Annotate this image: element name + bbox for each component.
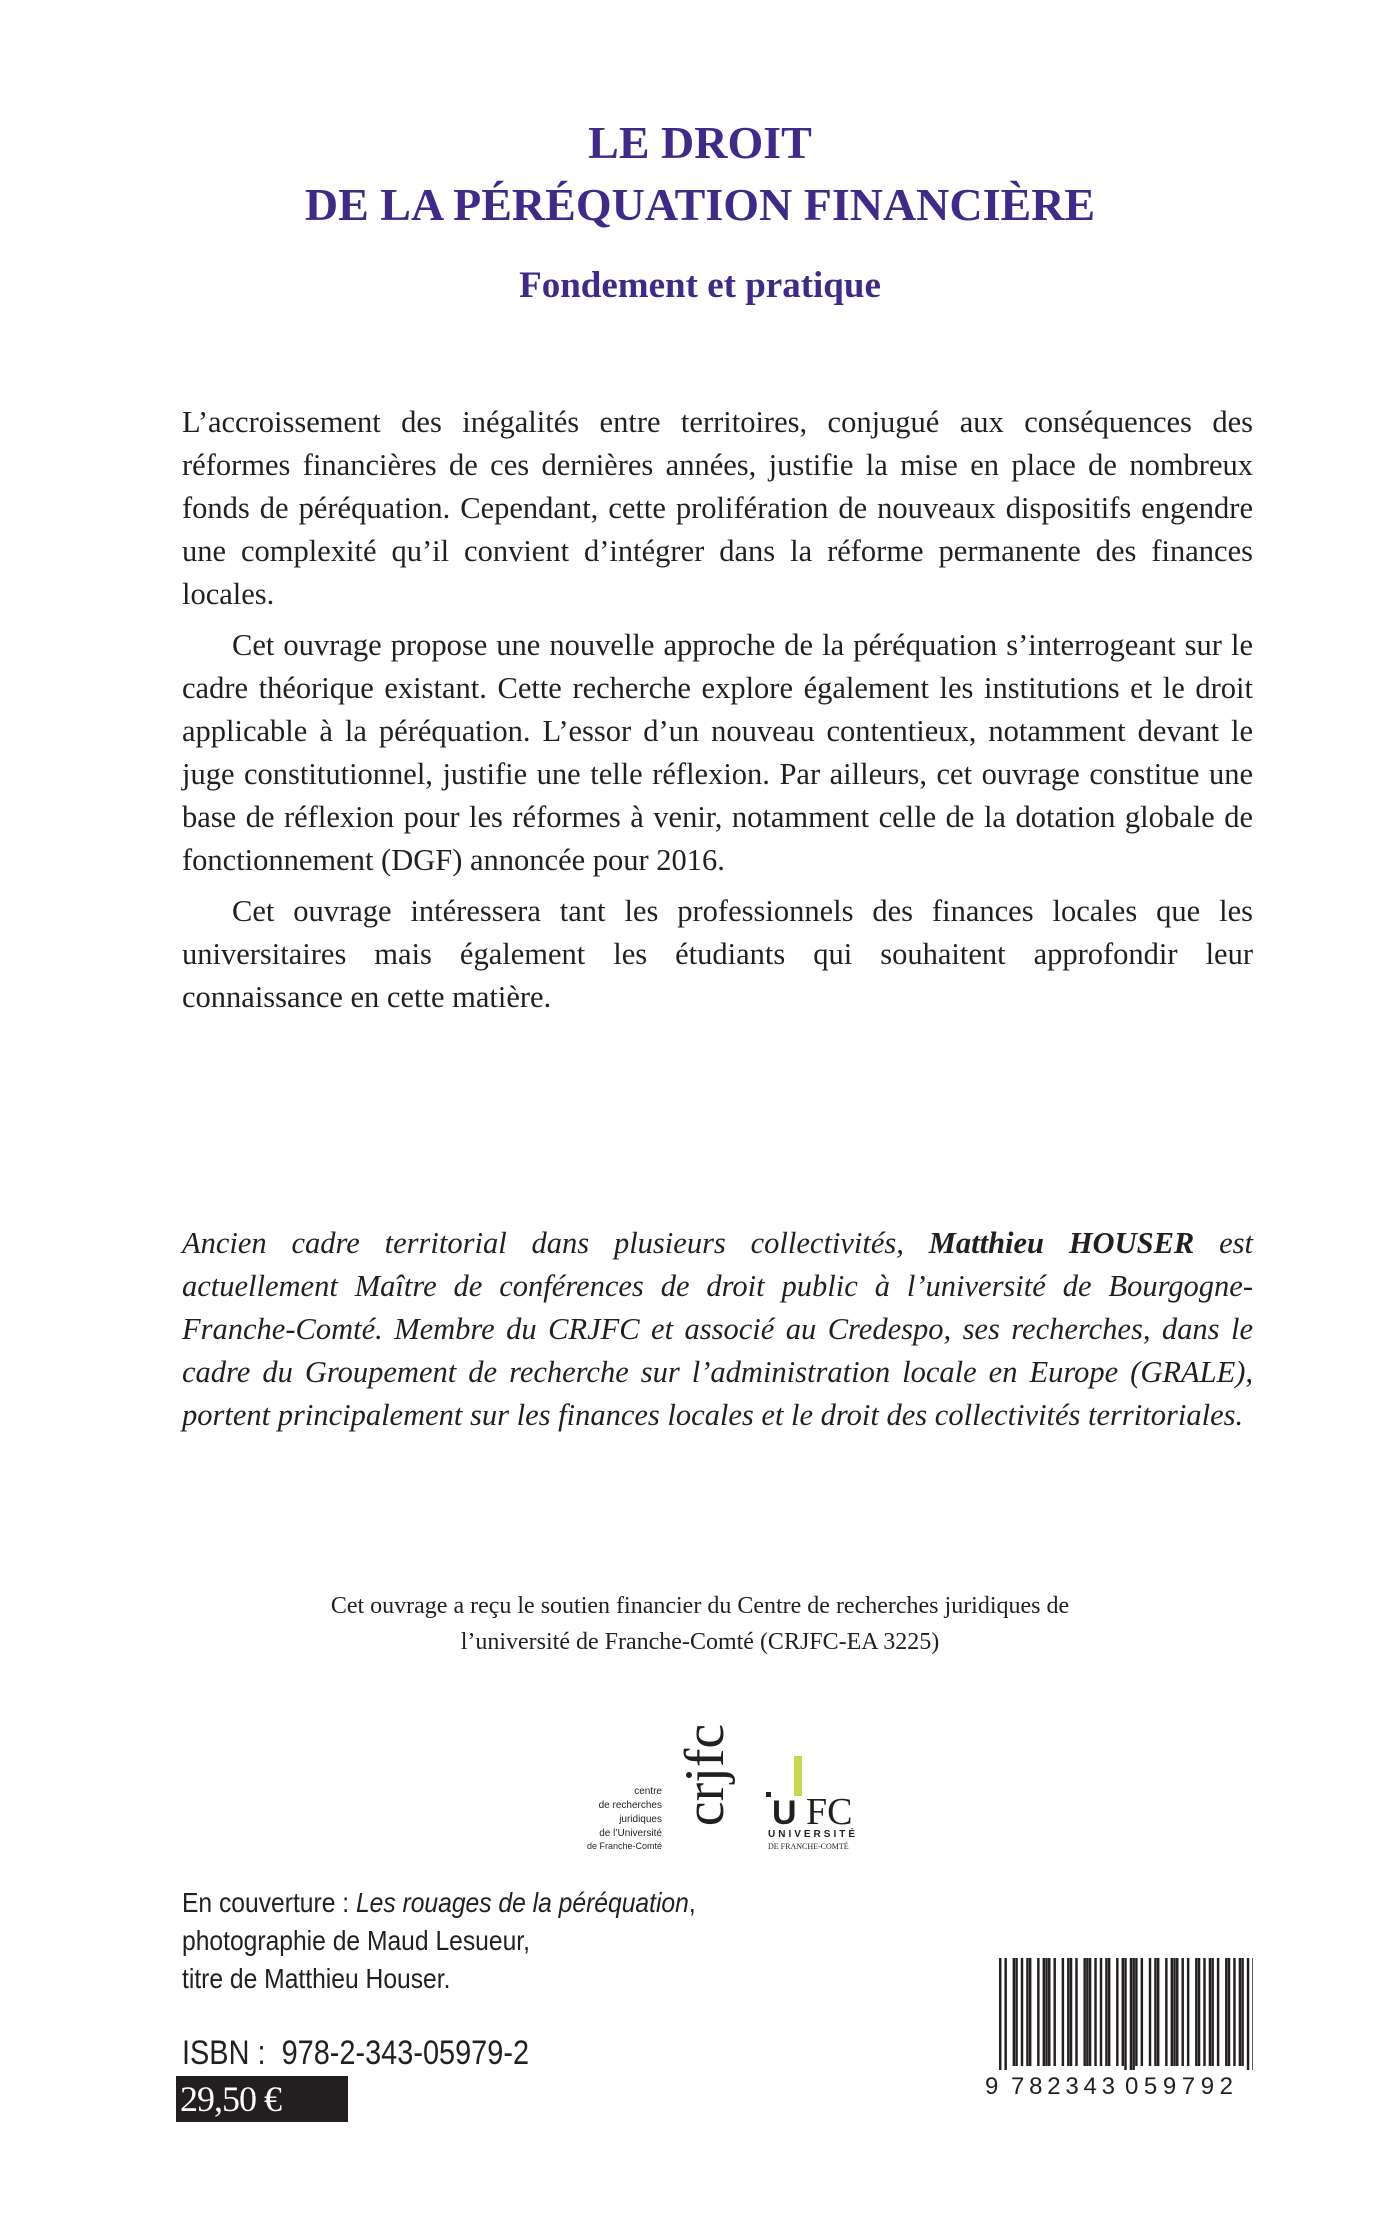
barcode-bar xyxy=(1045,1958,1047,2066)
book-title xyxy=(0,112,1400,236)
barcode-bar xyxy=(1021,1958,1023,2066)
barcode-bar xyxy=(1154,1958,1156,2066)
barcode-bar xyxy=(1135,1958,1137,2066)
barcode-bar xyxy=(1108,1958,1110,2066)
barcode-bar xyxy=(1233,1958,1235,2066)
barcode-bar xyxy=(1037,1958,1039,2066)
barcode-bar xyxy=(1026,1958,1028,2066)
barcode-bar xyxy=(1247,1958,1249,2070)
ufc-dot xyxy=(766,1792,771,1797)
barcode-bar xyxy=(1157,1958,1159,2066)
barcode-bar xyxy=(1165,1958,1167,2066)
bio-text: Ancien cadre territorial dans plusieurs collectivités, xyxy=(182,1226,929,1260)
ufc-logo xyxy=(760,1752,890,1852)
title-line-1: LE DROIT xyxy=(588,117,812,168)
barcode-bar xyxy=(1181,1958,1183,2066)
barcode-bar xyxy=(1211,1958,1213,2066)
barcode-bar xyxy=(1015,1958,1017,2066)
funding-line: Cet ouvrage a reçu le soutien financier du Centre de recherches juridiques de xyxy=(330,1593,1070,1619)
barcode-bar xyxy=(1252,1958,1253,2070)
barcode-bar xyxy=(1075,1958,1077,2066)
barcode-bar xyxy=(1122,1958,1124,2066)
barcode-bar xyxy=(1043,1958,1045,2066)
barcode-bar xyxy=(1070,1958,1072,2066)
credits-text: , xyxy=(688,1887,696,1918)
barcode-bar xyxy=(1053,1958,1055,2066)
crjfc-mark: crjfc xyxy=(674,1723,736,1827)
barcode-bar xyxy=(1067,1958,1069,2066)
ufc-line: DE FRANCHE-COMTÉ xyxy=(768,1842,849,1851)
barcode-bar xyxy=(1100,1958,1102,2066)
barcode-bar xyxy=(999,1958,1001,2070)
barcode-digits-right: 059792 xyxy=(1125,2073,1233,2098)
barcode-bar xyxy=(1228,1958,1230,2066)
price-tag: 29,50 € xyxy=(176,2076,348,2122)
author-name: Matthieu HOUSER xyxy=(928,1226,1195,1260)
barcode-bar xyxy=(1195,1958,1197,2066)
barcode-bar xyxy=(1105,1958,1107,2066)
barcode-bar xyxy=(1089,1958,1091,2066)
funding-note xyxy=(0,1588,1400,1660)
ufc-mark-u: U xyxy=(772,1794,797,1832)
barcode-bar xyxy=(1173,1958,1175,2066)
barcode-bar xyxy=(1048,1958,1050,2066)
ufc-accent-bar xyxy=(794,1756,802,1796)
crjfc-line: de Franche-Comté xyxy=(586,1841,662,1850)
summary-text xyxy=(182,401,1253,1027)
crjfc-line: de recherches xyxy=(598,1800,662,1811)
barcode-bar xyxy=(1094,1958,1096,2066)
barcode-bar xyxy=(1083,1958,1085,2066)
author-bio xyxy=(182,1222,1253,1437)
barcode-digit: 9 xyxy=(985,2073,999,2098)
credits-text: En couverture : xyxy=(182,1887,356,1918)
barcode-digits-left: 782343 xyxy=(1011,2073,1115,2098)
barcode-bar xyxy=(1198,1958,1200,2066)
bio-text: est actuellement Maître de conférences de droit public à l’université de Bourgogne-Franche-Comté. Membre du CRJFC et associé au Credespo, ses recherches, dans le cadre du Groupement de recherche sur l’administration locale en Europe (GRALE), portent principalement sur les finances locales et le droit des collectivités territoriales. xyxy=(182,1226,1253,1432)
summary-paragraph: Cet ouvrage intéressera tant les professionnels des finances locales que les universitaires mais également les étudiants qui souhaitent approfondir leur connaissance en cette matière. xyxy=(182,894,1253,1014)
summary-paragraph: Cet ouvrage propose une nouvelle approche de la péréquation s’interrogeant sur le cadre théorique existant. Cette recherche explore également les institutions et le droit applicable à la péréquation. L’essor d’un nouveau contentieux, notamment devant le juge constitutionnel, justifie une telle réflexion. Par ailleurs, cet ouvrage constitue une base de réflexion pour les réformes à venir, notamment celle de la dotation globale de fonctionnement (DGF) annoncée pour 2016. xyxy=(182,628,1253,877)
barcode-bar xyxy=(1141,1958,1143,2066)
barcode-bar xyxy=(1209,1958,1211,2066)
barcode xyxy=(985,1958,1253,2098)
barcode-bar xyxy=(1132,1958,1134,2070)
cover-work-title: Les rouages de la péréquation xyxy=(355,1887,689,1918)
barcode-bar xyxy=(1225,1958,1227,2066)
crjfc-line: centre xyxy=(634,1786,662,1797)
barcode-bar xyxy=(1241,1958,1243,2066)
title-line-2: DE LA PÉRÉQUATION FINANCIÈRE xyxy=(304,179,1096,230)
barcode-bar xyxy=(1004,1958,1006,2070)
barcode-bar xyxy=(1086,1958,1088,2066)
crjfc-logo xyxy=(540,1700,740,1850)
barcode-bar xyxy=(1176,1958,1178,2066)
barcode-bar xyxy=(1149,1958,1151,2066)
book-subtitle: Fondement et pratique xyxy=(519,265,881,306)
summary-paragraph: L’accroissement des inégalités entre territoires, conjugué aux conséquences des réformes financières de ces dernières années, justifie la mise en place de nombreux fonds de péréquation. Cependant, cette prolifération de nouveaux dispositifs engendre une complexité qu’il convient d’intégrer dans la réforme permanente des finances locales. xyxy=(182,405,1253,611)
credits-text: photographie de Maud Lesueur, xyxy=(182,1925,530,1956)
funding-line: l’université de Franche-Comté (CRJFC-EA 3225) xyxy=(460,1629,940,1655)
barcode-bar xyxy=(1116,1958,1118,2066)
barcode-bar xyxy=(1239,1958,1241,2066)
barcode-bar xyxy=(1124,1958,1126,2070)
barcode-bar xyxy=(1187,1958,1189,2066)
ufc-mark-fc: FC xyxy=(806,1791,853,1833)
barcode-bar xyxy=(1217,1958,1219,2066)
barcode-bar xyxy=(1130,1958,1132,2070)
barcode-bar xyxy=(1171,1958,1173,2066)
crjfc-line: de l’Université xyxy=(599,1828,662,1839)
credits-text: titre de Matthieu Houser. xyxy=(182,1963,451,1994)
barcode-bar xyxy=(1013,1958,1015,2066)
cover-credits xyxy=(182,1884,696,1998)
isbn: ISBN : 978-2-343-05979-2 xyxy=(182,2034,530,2072)
ufc-line: UNIVERSITÉ xyxy=(768,1829,859,1840)
barcode-bar xyxy=(1029,1958,1031,2066)
crjfc-line: juridiques xyxy=(619,1814,662,1825)
barcode-bar xyxy=(1203,1958,1205,2066)
barcode-bar xyxy=(1062,1958,1064,2066)
